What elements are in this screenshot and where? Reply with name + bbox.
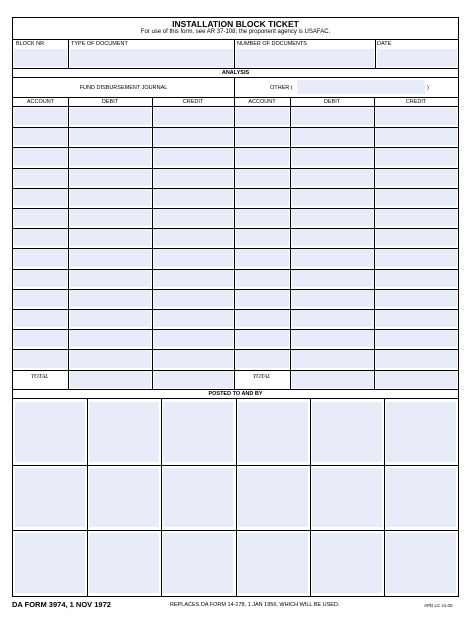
posted-cell[interactable] <box>312 402 382 462</box>
date-field[interactable] <box>377 49 457 67</box>
posted-cell[interactable] <box>238 468 308 528</box>
debit-right-field[interactable] <box>292 169 373 186</box>
posted-cell[interactable] <box>15 402 85 462</box>
number-of-documents-field[interactable] <box>236 49 374 67</box>
debit-left-field[interactable] <box>70 249 151 266</box>
account-header-left: ACCOUNT <box>26 99 55 105</box>
total-field[interactable] <box>376 371 457 388</box>
credit-left-field[interactable] <box>154 229 233 246</box>
credit-left-field[interactable] <box>154 310 233 327</box>
credit-right-field[interactable] <box>376 209 457 226</box>
posted-cell[interactable] <box>15 533 85 593</box>
form-subtitle: For use of this form, see AR 37-108; the proponent agency is USAFAC. <box>140 29 331 35</box>
type-of-document-field[interactable] <box>70 49 233 67</box>
posted-cell[interactable] <box>89 533 159 593</box>
debit-right-field[interactable] <box>292 310 373 327</box>
debit-header-left: DEBIT <box>101 99 119 105</box>
debit-right-field[interactable] <box>292 270 373 287</box>
credit-right-field[interactable] <box>376 108 457 125</box>
posted-cell[interactable] <box>89 402 159 462</box>
debit-left-field[interactable] <box>70 350 151 367</box>
debit-left-field[interactable] <box>70 108 151 125</box>
credit-right-field[interactable] <box>376 310 457 327</box>
account-right-field[interactable] <box>236 310 289 327</box>
credit-left-field[interactable] <box>154 350 233 367</box>
date-label: DATE <box>377 41 392 47</box>
debit-right-field[interactable] <box>292 290 373 307</box>
debit-right-field[interactable] <box>292 209 373 226</box>
replaces-note: REPLACES DA FORM 14-178, 1 JAN 1956, WHICH WILL BE USED. <box>170 602 340 608</box>
credit-left-field[interactable] <box>154 148 233 165</box>
number-of-documents-label: NUMBER OF DOCUMENTS <box>237 41 307 47</box>
account-right-field[interactable] <box>236 249 289 266</box>
credit-right-field[interactable] <box>376 249 457 266</box>
block-nr-label: BLOCK NR <box>16 41 45 47</box>
debit-left-field[interactable] <box>70 148 151 165</box>
account-right-field[interactable] <box>236 128 289 145</box>
credit-right-field[interactable] <box>376 290 457 307</box>
posted-cell[interactable] <box>15 468 85 528</box>
other-journal-field[interactable] <box>297 80 425 94</box>
posted-cell[interactable] <box>312 468 382 528</box>
debit-right-field[interactable] <box>292 108 373 125</box>
credit-header-left: CREDIT <box>182 99 204 105</box>
form-number: DA FORM 3974, 1 NOV 1972 <box>12 600 111 609</box>
credit-left-field[interactable] <box>154 169 233 186</box>
posted-cell[interactable] <box>238 402 308 462</box>
posted-cell[interactable] <box>386 468 456 528</box>
credit-right-field[interactable] <box>376 128 457 145</box>
posted-cell[interactable] <box>163 533 233 593</box>
debit-left-field[interactable] <box>70 128 151 145</box>
account-left-field[interactable] <box>14 350 67 367</box>
credit-right-field[interactable] <box>376 350 457 367</box>
account-left-field[interactable] <box>14 169 67 186</box>
total-field[interactable] <box>70 371 151 388</box>
account-left-field[interactable] <box>14 128 67 145</box>
credit-right-field[interactable] <box>376 270 457 287</box>
version-label: APD LC v1.00 <box>424 603 453 608</box>
account-right-field[interactable] <box>236 229 289 246</box>
account-left-field[interactable] <box>14 330 67 347</box>
posted-to-and-by-heading: POSTED TO AND BY <box>208 391 263 397</box>
account-left-field[interactable] <box>14 249 67 266</box>
account-right-field[interactable] <box>236 169 289 186</box>
credit-left-field[interactable] <box>154 108 233 125</box>
posted-cell[interactable] <box>312 533 382 593</box>
credit-header-right: CREDIT <box>405 99 427 105</box>
posted-cell[interactable] <box>386 402 456 462</box>
total-label-left: TOTAL <box>31 374 49 380</box>
analysis-heading: ANALYSIS <box>221 70 250 76</box>
account-left-field[interactable] <box>14 310 67 327</box>
total-field[interactable] <box>292 371 373 388</box>
debit-left-field[interactable] <box>70 290 151 307</box>
credit-left-field[interactable] <box>154 249 233 266</box>
credit-left-field[interactable] <box>154 128 233 145</box>
debit-left-field[interactable] <box>70 209 151 226</box>
block-nr-field[interactable] <box>14 49 67 67</box>
account-left-field[interactable] <box>14 148 67 165</box>
debit-left-field[interactable] <box>70 229 151 246</box>
debit-right-field[interactable] <box>292 128 373 145</box>
debit-header-right: DEBIT <box>323 99 341 105</box>
type-of-document-label: TYPE OF DOCUMENT <box>71 41 128 47</box>
credit-left-field[interactable] <box>154 270 233 287</box>
account-left-field[interactable] <box>14 270 67 287</box>
installation-block-ticket-form <box>12 17 459 597</box>
total-field[interactable] <box>154 371 233 388</box>
credit-right-field[interactable] <box>376 148 457 165</box>
credit-right-field[interactable] <box>376 229 457 246</box>
debit-right-field[interactable] <box>292 148 373 165</box>
other-label-open: OTHER ( <box>270 85 293 91</box>
account-right-field[interactable] <box>236 189 289 206</box>
debit-right-field[interactable] <box>292 189 373 206</box>
debit-left-field[interactable] <box>70 189 151 206</box>
account-header-right: ACCOUNT <box>248 99 276 105</box>
credit-left-field[interactable] <box>154 290 233 307</box>
posted-cell[interactable] <box>238 533 308 593</box>
debit-left-field[interactable] <box>70 270 151 287</box>
account-right-field[interactable] <box>236 209 289 226</box>
total-label-right: TOTAL <box>253 374 271 380</box>
debit-right-field[interactable] <box>292 249 373 266</box>
credit-right-field[interactable] <box>376 169 457 186</box>
posted-cell[interactable] <box>163 402 233 462</box>
posted-cell[interactable] <box>89 468 159 528</box>
other-label-close: ) <box>427 85 429 91</box>
account-left-field[interactable] <box>14 189 67 206</box>
credit-left-field[interactable] <box>154 189 233 206</box>
account-left-field[interactable] <box>14 229 67 246</box>
debit-left-field[interactable] <box>70 310 151 327</box>
account-right-field[interactable] <box>236 148 289 165</box>
account-left-field[interactable] <box>14 108 67 125</box>
account-right-field[interactable] <box>236 350 289 367</box>
debit-left-field[interactable] <box>70 330 151 347</box>
debit-left-field[interactable] <box>70 169 151 186</box>
account-left-field[interactable] <box>14 290 67 307</box>
posted-cell[interactable] <box>163 468 233 528</box>
debit-right-field[interactable] <box>292 330 373 347</box>
form-title: INSTALLATION BLOCK TICKET <box>172 19 299 29</box>
debit-right-field[interactable] <box>292 229 373 246</box>
account-right-field[interactable] <box>236 108 289 125</box>
account-right-field[interactable] <box>236 290 289 307</box>
account-right-field[interactable] <box>236 270 289 287</box>
fund-disbursement-journal-label: FUND DISBURSEMENT JOURNAL <box>79 85 168 91</box>
credit-left-field[interactable] <box>154 330 233 347</box>
credit-right-field[interactable] <box>376 189 457 206</box>
account-left-field[interactable] <box>14 209 67 226</box>
credit-right-field[interactable] <box>376 330 457 347</box>
credit-left-field[interactable] <box>154 209 233 226</box>
posted-cell[interactable] <box>386 533 456 593</box>
account-right-field[interactable] <box>236 330 289 347</box>
debit-right-field[interactable] <box>292 350 373 367</box>
